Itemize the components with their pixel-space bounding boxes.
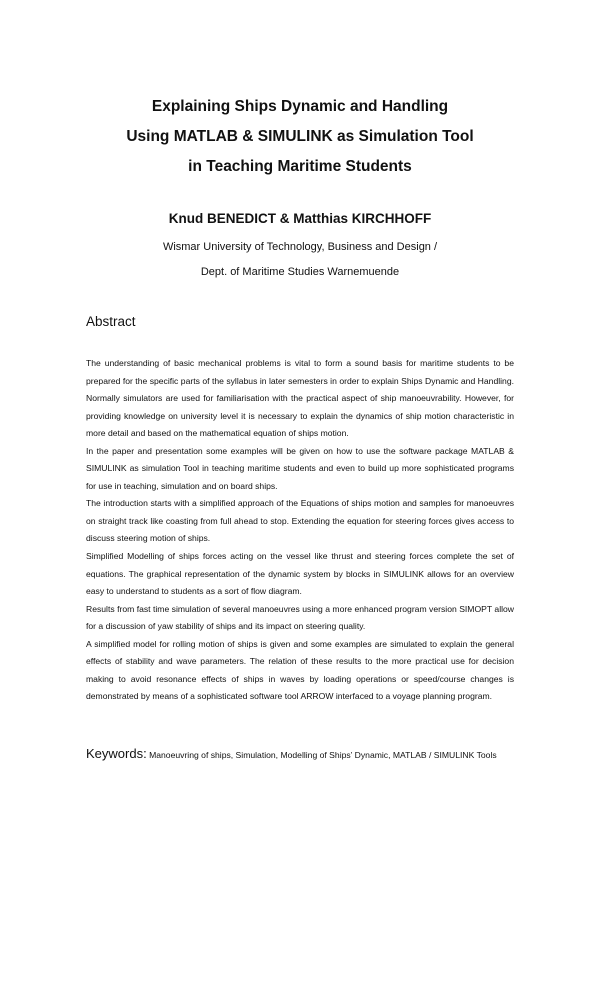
keywords-label: Keywords: <box>86 746 147 761</box>
affiliation-line-2: Dept. of Maritime Studies Warnemuende <box>200 266 400 278</box>
abstract-paragraph: In the paper and presentation some examples will be given on how to use the software package MATLAB & SIMULINK as simulation Tool in teaching maritime students and even to build up more sophisticated programs for use in teaching, simulation and on board ships. <box>86 445 514 491</box>
title-line-3: in Teaching Maritime Students <box>188 158 412 175</box>
keywords <box>86 740 516 769</box>
paper-title <box>60 92 540 182</box>
abstract-paragraph: The introduction starts with a simplified approach of the Equations of ships motion and samples for manoeuvres on straight track like coasting from full ahead to stop. Extending the equation for steering forces gives access to discuss steering motion of ships. <box>86 498 514 544</box>
title-line-2: Using MATLAB & SIMULINK as Simulation Tool <box>126 128 474 145</box>
title-line-1: Explaining Ships Dynamic and Handling <box>151 98 449 115</box>
affiliation-line-1: Wismar University of Technology, Business and Design / <box>162 241 438 253</box>
abstract-body <box>86 355 514 706</box>
abstract-paragraph: Results from fast time simulation of several manoeuvres using a more enhanced program version SIMOPT allow for a discussion of yaw stability of ships and its impact on steering quality. <box>86 603 514 632</box>
keywords-text: Manoeuvring of ships, Simulation, Modelling of Ships’ Dynamic, MATLAB / SIMULINK Tools <box>149 750 497 760</box>
authors: Knud BENEDICT & Matthias KIRCHHOFF <box>168 211 432 226</box>
abstract-paragraph: Simplified Modelling of ships forces acting on the vessel like thrust and steering forces complete the set of equations. The graphical representation of the dynamic system by blocks in SIMULINK allows for an overview easy to understand to students as a sort of flow diagram. <box>86 551 514 597</box>
abstract-heading: Abstract <box>86 314 136 329</box>
abstract-paragraph: A simplified model for rolling motion of ships is given and some examples are simulated to explain the general effects of stability and wave parameters. The relation of these results to the more practical use for decision making to avoid resonance effects of ships in waves by loading operations or speed/course changes is demonstrated by means of a sophisticated software tool ARROW interfaced to a voyage planning program. <box>86 638 514 702</box>
abstract-paragraph: The understanding of basic mechanical problems is vital to form a sound basis for maritime students to be prepared for the specific parts of the syllabus in later semesters in order to explain Ships Dynamic and Handling. Normally simulators are used for familiarisation with the practical aspect of ship manoeuvrability. However, for providing knowledge on university level it is necessary to explain the dynamics of ship motion characteristic in more detail and based on the mathematical equation of ships motion. <box>86 358 514 439</box>
